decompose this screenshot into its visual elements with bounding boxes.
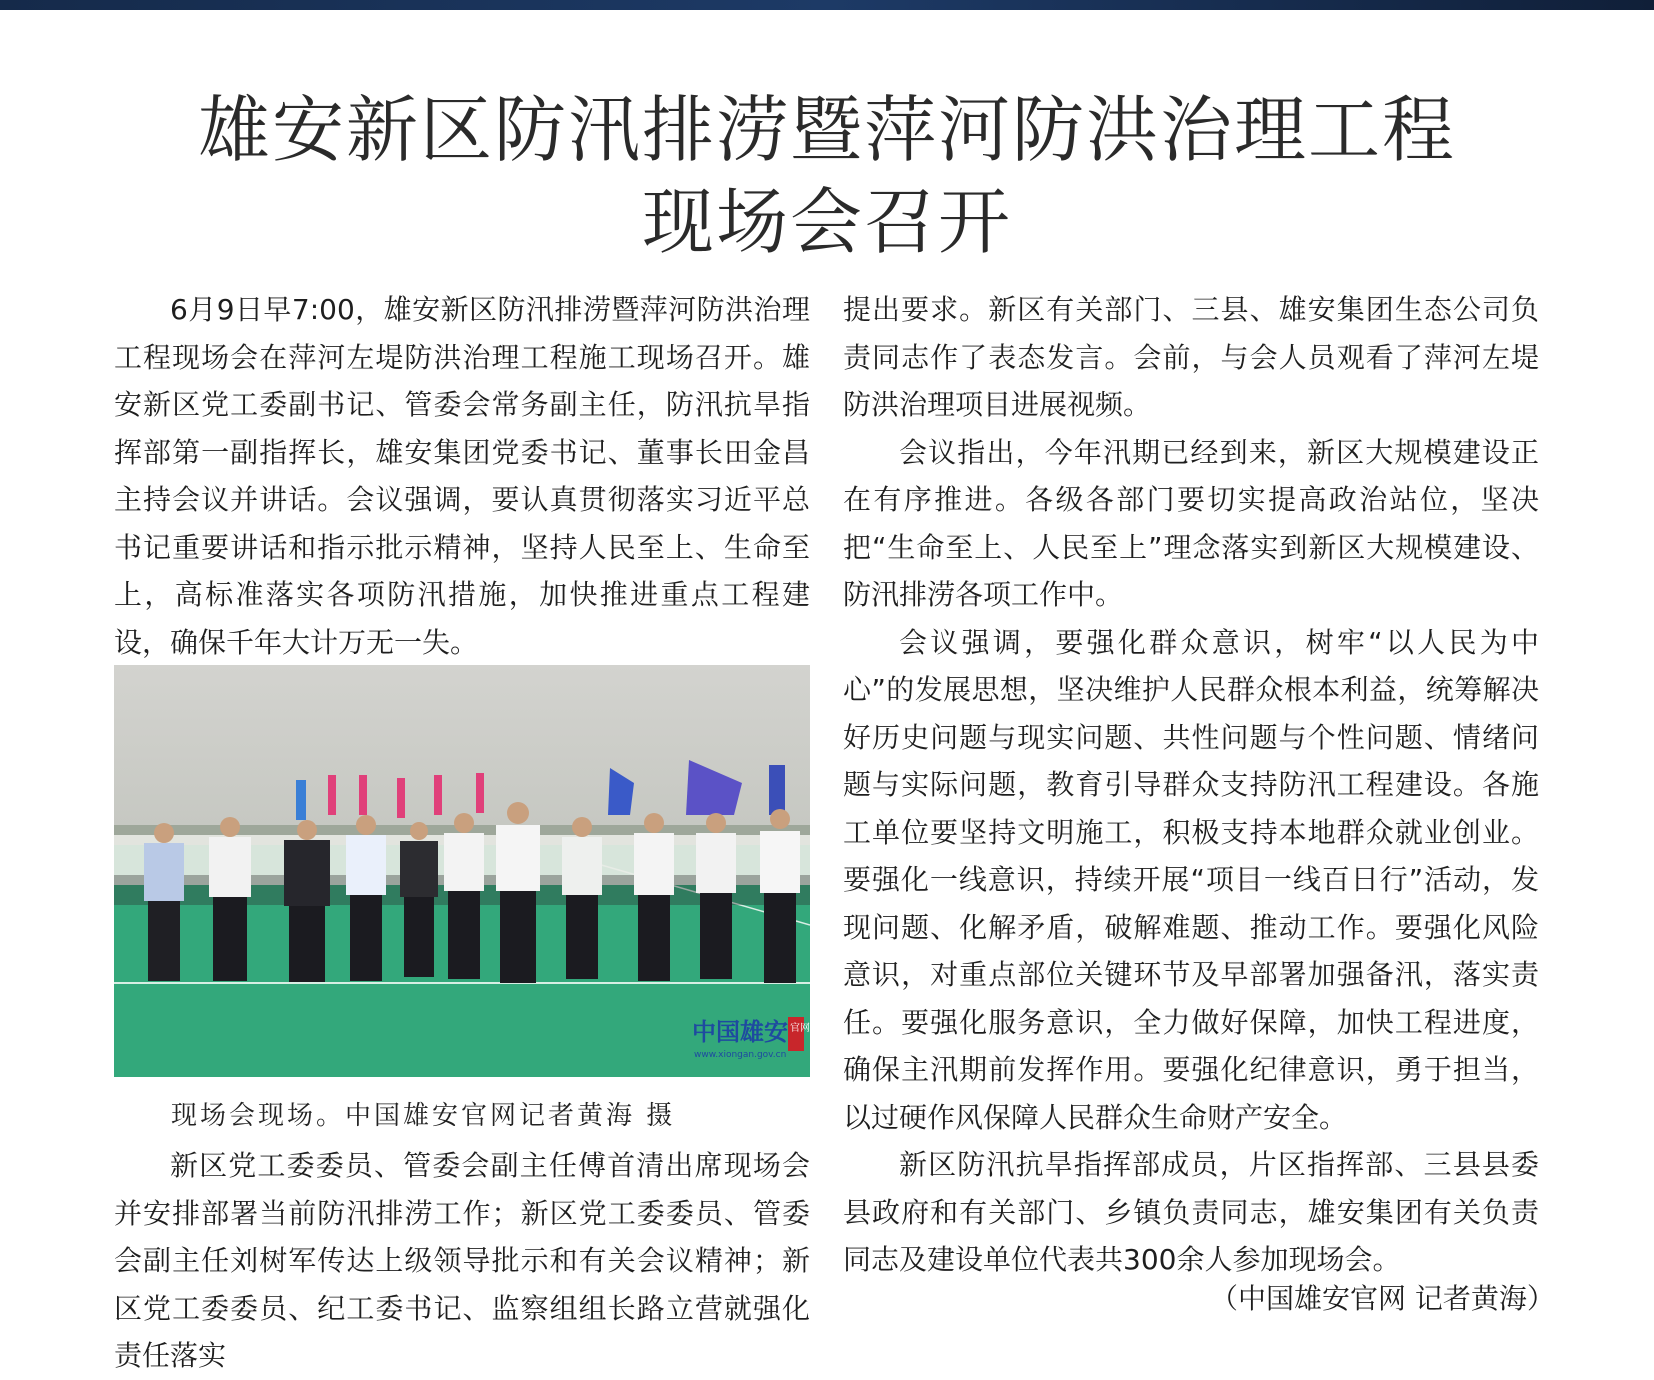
meeting-photo (114, 665, 810, 1077)
article-right-column (843, 286, 1539, 1284)
paragraph-meeting-pointed: 会议指出，今年汛期已经到来，新区大规模建设正在有序推进。各级各部门要切实提高政治站位，坚决把“生命至上、人民至上”理念落实到新区大规模建设、防汛排涝各项工作中。 (843, 435, 1539, 611)
article-left-column-bottom (114, 1142, 810, 1380)
article-left-column-top (114, 286, 810, 666)
top-banner-bar (0, 0, 1654, 10)
paragraph-deployment: 新区党工委委员、管委会副主任傅首清出席现场会并安排部署当前防汛排涝工作；新区党工委委员、管委会副主任刘树军传达上级领导批示和有关会议精神；新区党工委委员、纪工委书记、监察组组长路立营就强化责任落实 (114, 1149, 810, 1372)
meeting-photo-scene (114, 665, 810, 1077)
article-byline: （中国雄安官网 记者黄海） (1210, 1282, 1555, 1315)
photo-caption: 现场会现场。中国雄安官网记者黄海 摄 (171, 1101, 676, 1131)
paragraph-attendees: 新区防汛抗旱指挥部成员，片区指挥部、三县县委县政府和有关部门、乡镇负责同志，雄安集团有关负责同志及建设单位代表共300余人参加现场会。 (843, 1148, 1539, 1276)
paragraph-meeting-emphasized: 会议强调，要强化群众意识，树牢“以人民为中心”的发展思想，坚决维护人民群众根本利益，统筹解决好历史问题与现实问题、共性问题与个性问题、情绪问题与实际问题，教育引导群众支持防汛工程建设。各施工单位要坚持文明施工，积极支持本地群众就业创业。要强化一线意识，持续开展“项目一线百日行”活动，发现问题、化解矛盾，破解难题、推动工作。要强化风险意识，对重点部位关键环节及早部署加强备汛，落实责任。要强化服务意识，全力做好保障，加快工程进度，确保主汛期前发挥作用。要强化纪律意识，勇于担当，以过硬作风保障人民群众生命财产安全。 (843, 625, 1539, 1134)
svg-text:官网: 官网 (790, 1023, 810, 1034)
article-title-line-2: 现场会召开 (641, 180, 1012, 264)
paragraph-requirements: 提出要求。新区有关部门、三县、雄安集团生态公司负责同志作了表态发言。会前，与会人员观看了萍河左堤防洪治理项目进展视频。 (843, 293, 1539, 421)
article-title-line-1: 雄安新区防汛排涝暨萍河防洪治理工程 (197, 88, 1456, 172)
paragraph-opening: 6月9日早7:00，雄安新区防汛排涝暨萍河防洪治理工程现场会在萍河左堤防洪治理工程施工现场召开。雄安新区党工委副书记、管委会常务副主任，防汛抗旱指挥部第一副指挥长，雄安集团党委书记、董事长田金昌主持会议并讲话。会议强调，要认真贯彻落实习近平总书记重要讲话和指示批示精神，坚持人民至上、生命至上，高标准落实各项防汛措施，加快推进重点工程建设，确保千年大计万无一失。 (114, 293, 810, 659)
svg-text:www.xiongan.gov.cn: www.xiongan.gov.cn (694, 1050, 787, 1060)
svg-text:中国雄安: 中国雄安 (692, 1017, 788, 1046)
